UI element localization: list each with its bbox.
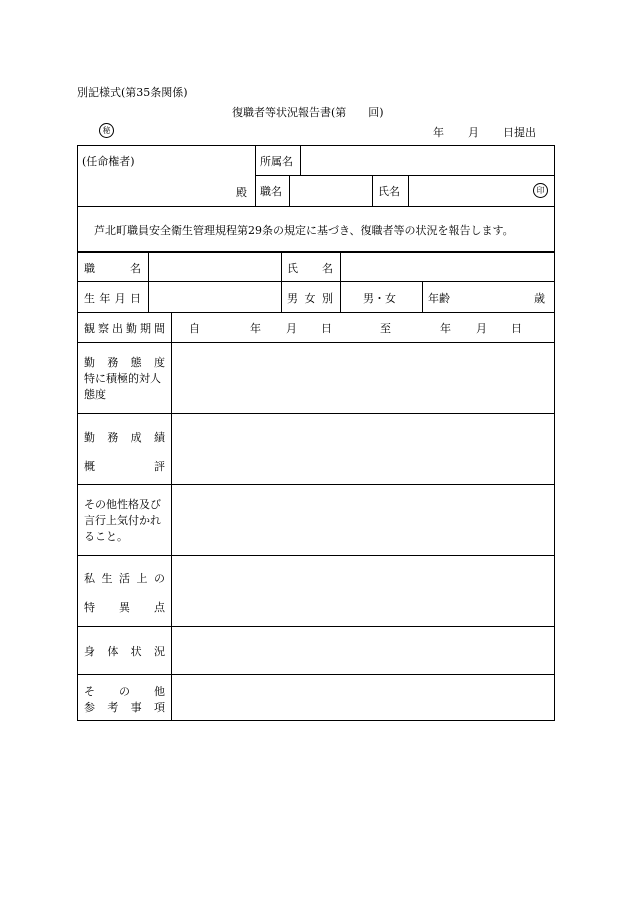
attitude-field[interactable]: [172, 343, 554, 413]
period-start-day-label: 日: [321, 322, 332, 335]
divider: [372, 175, 373, 206]
other-reference-label: そ の 他: [84, 685, 165, 698]
honorific-label: 殿: [236, 186, 247, 199]
other-traits-field[interactable]: [172, 485, 554, 555]
period-end-day-label: 日: [511, 322, 522, 335]
other-traits-label-2: 言行上気付かれ: [84, 514, 161, 527]
period-end-month-label: 月: [476, 322, 487, 335]
date-year-label: 年: [433, 126, 444, 139]
reporter-name-field[interactable]: [409, 176, 529, 205]
other-reference-label-2: 参 考 事 項: [84, 701, 165, 714]
gender-options[interactable]: 男・女: [363, 292, 396, 305]
period-start-month-label: 月: [286, 322, 297, 335]
age-label: 年齢: [428, 292, 450, 305]
period-start-year-label: 年: [250, 322, 261, 335]
affiliation-label: 所属名: [260, 155, 293, 168]
period-from-label: 自: [189, 322, 200, 335]
reporter-name-label: 氏名: [378, 185, 400, 198]
reporter-position-field[interactable]: [290, 176, 372, 205]
other-traits-label-3: ること。: [84, 530, 128, 543]
statement-text: 芦北町職員安全衛生管理規程第29条の規定に基づき、復職者等の状況を報告します。: [94, 224, 514, 237]
secret-stamp-icon: 秘: [99, 123, 114, 138]
performance-summary-label: 概 評: [84, 460, 165, 473]
private-life-field[interactable]: [172, 556, 554, 626]
age-unit: 歳: [534, 292, 545, 305]
appointer-label: (任命権者): [82, 155, 135, 168]
date-month-label: 月: [468, 126, 479, 139]
name-label: 氏 名: [287, 262, 333, 275]
affiliation-field[interactable]: [301, 146, 554, 175]
attitude-sublabel-2: 態度: [84, 388, 106, 401]
attitude-label: 勤 務 態 度: [84, 356, 165, 369]
performance-field[interactable]: [172, 414, 554, 484]
date-submitted-label: 日提出: [503, 126, 536, 139]
birthdate-field[interactable]: [149, 282, 281, 312]
period-to-label: 至: [380, 322, 391, 335]
physical-condition-field[interactable]: [172, 627, 554, 674]
other-traits-label: その他性格及び: [84, 498, 161, 511]
birthdate-label: 生 年 月 日: [84, 292, 141, 305]
reporter-position-label: 職名: [260, 185, 282, 198]
peculiarities-label: 特 異 点: [84, 601, 165, 614]
name-field[interactable]: [341, 253, 554, 281]
attitude-sublabel: 特に積極的対人: [84, 372, 161, 385]
divider: [281, 252, 282, 312]
period-end-year-label: 年: [440, 322, 451, 335]
performance-label: 勤 務 成 績: [84, 431, 165, 444]
divider: [77, 312, 555, 313]
form-note: 別記様式(第35条関係): [77, 86, 188, 99]
divider: [422, 281, 423, 312]
divider: [77, 206, 555, 207]
private-life-label: 私 生 活 上 の: [84, 572, 165, 585]
gender-label: 男 女 別: [287, 292, 333, 305]
position-field[interactable]: [149, 253, 281, 281]
position-label: 職 名: [84, 262, 141, 275]
physical-condition-label: 身 体 状 況: [84, 645, 165, 658]
observation-period-label: 観 察 出 勤 期 間: [84, 322, 165, 335]
other-reference-field[interactable]: [172, 675, 554, 720]
document-title: 復職者等状況報告書(第 回): [232, 106, 384, 119]
seal-stamp-icon: 印: [533, 183, 548, 198]
